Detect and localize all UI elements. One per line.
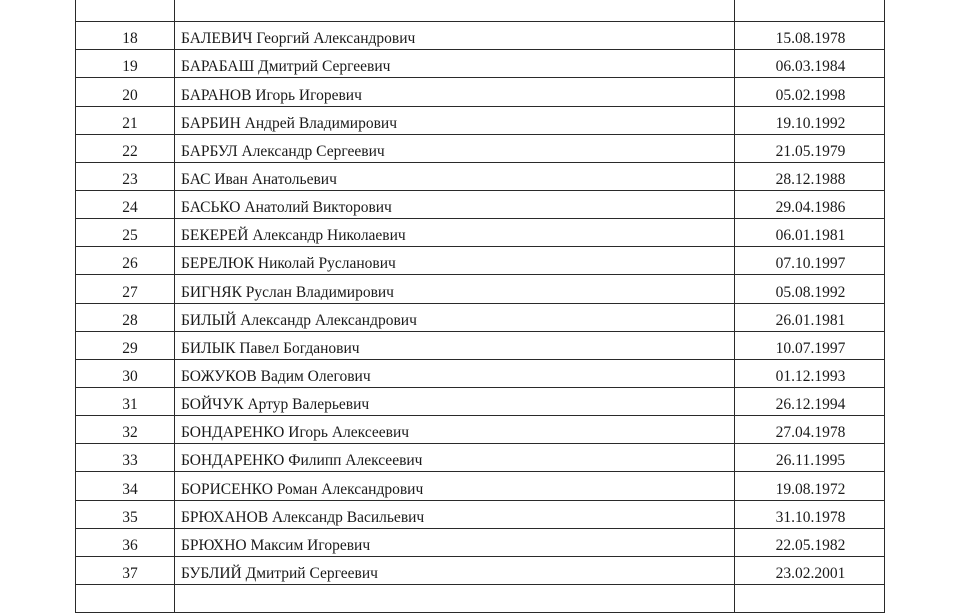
row-number-cell: 25 xyxy=(76,219,175,247)
birth-date-cell: 05.02.1998 xyxy=(735,78,885,106)
row-number-cell: 21 xyxy=(76,106,175,134)
roster-table-body xyxy=(76,0,885,613)
birth-date-cell: 31.10.1978 xyxy=(735,500,885,528)
table-row xyxy=(76,528,885,556)
roster-table xyxy=(75,0,885,613)
full-name-cell: БИГНЯК Руслан Владимирович xyxy=(175,275,735,303)
full-name-cell: БРЮХНО Максим Игоревич xyxy=(175,528,735,556)
full-name-cell: БИЛЫК Павел Богданович xyxy=(175,331,735,359)
birth-date-cell: 21.05.1979 xyxy=(735,134,885,162)
table-row xyxy=(76,0,885,22)
row-number-cell: 27 xyxy=(76,275,175,303)
table-row xyxy=(76,134,885,162)
full-name-cell: БАРАБАШ Дмитрий Сергеевич xyxy=(175,50,735,78)
full-name-cell xyxy=(175,0,735,22)
birth-date-cell: 22.05.1982 xyxy=(735,528,885,556)
birth-date-cell: 19.08.1972 xyxy=(735,472,885,500)
row-number-cell: 30 xyxy=(76,359,175,387)
row-number-cell: 18 xyxy=(76,22,175,50)
table-row xyxy=(76,106,885,134)
table-row xyxy=(76,444,885,472)
table-row xyxy=(76,472,885,500)
row-number-cell: 20 xyxy=(76,78,175,106)
birth-date-cell: 01.12.1993 xyxy=(735,359,885,387)
birth-date-cell: 06.03.1984 xyxy=(735,50,885,78)
row-number-cell: 22 xyxy=(76,134,175,162)
row-number-cell: 34 xyxy=(76,472,175,500)
full-name-cell: БАС Иван Анатольевич xyxy=(175,162,735,190)
table-row xyxy=(76,500,885,528)
table-row xyxy=(76,247,885,275)
table-row xyxy=(76,303,885,331)
full-name-cell: БЕРЕЛЮК Николай Русланович xyxy=(175,247,735,275)
row-number-cell: 31 xyxy=(76,387,175,415)
birth-date-cell: 15.08.1978 xyxy=(735,22,885,50)
birth-date-cell xyxy=(735,0,885,22)
row-number-cell: 32 xyxy=(76,416,175,444)
full-name-cell: БАСЬКО Анатолий Викторович xyxy=(175,190,735,218)
birth-date-cell: 10.07.1997 xyxy=(735,331,885,359)
full-name-cell: БУБЛИЙ Дмитрий Сергеевич xyxy=(175,556,735,584)
row-number-cell: 26 xyxy=(76,247,175,275)
table-row xyxy=(76,219,885,247)
row-number-cell: 24 xyxy=(76,190,175,218)
birth-date-cell: 26.01.1981 xyxy=(735,303,885,331)
full-name-cell: БОНДАРЕНКО Филипп Алексеевич xyxy=(175,444,735,472)
birth-date-cell: 07.10.1997 xyxy=(735,247,885,275)
birth-date-cell: 06.01.1981 xyxy=(735,219,885,247)
table-row xyxy=(76,387,885,415)
birth-date-cell: 26.11.1995 xyxy=(735,444,885,472)
table-row xyxy=(76,331,885,359)
birth-date-cell: 23.02.2001 xyxy=(735,556,885,584)
full-name-cell: БАРБУЛ Александр Сергеевич xyxy=(175,134,735,162)
full-name-cell: БОЙЧУК Артур Валерьевич xyxy=(175,387,735,415)
row-number-cell: 29 xyxy=(76,331,175,359)
full-name-cell: БИЛЫЙ Александр Александрович xyxy=(175,303,735,331)
full-name-cell: БОЖУКОВ Вадим Олегович xyxy=(175,359,735,387)
row-number-cell: 37 xyxy=(76,556,175,584)
full-name-cell: БОНДАРЕНКО Игорь Алексеевич xyxy=(175,416,735,444)
table-row xyxy=(76,78,885,106)
table-row xyxy=(76,162,885,190)
row-number-cell: 35 xyxy=(76,500,175,528)
row-number-cell xyxy=(76,584,175,612)
table-row xyxy=(76,190,885,218)
full-name-cell: БАЛЕВИЧ Георгий Александрович xyxy=(175,22,735,50)
table-row xyxy=(76,359,885,387)
full-name-cell: БАРАНОВ Игорь Игоревич xyxy=(175,78,735,106)
row-number-cell: 28 xyxy=(76,303,175,331)
birth-date-cell: 19.10.1992 xyxy=(735,106,885,134)
birth-date-cell: 29.04.1986 xyxy=(735,190,885,218)
table-row xyxy=(76,22,885,50)
row-number-cell: 36 xyxy=(76,528,175,556)
full-name-cell: БРЮХАНОВ Александр Васильевич xyxy=(175,500,735,528)
full-name-cell xyxy=(175,584,735,612)
table-row xyxy=(76,584,885,612)
table-row xyxy=(76,50,885,78)
row-number-cell: 33 xyxy=(76,444,175,472)
birth-date-cell: 05.08.1992 xyxy=(735,275,885,303)
full-name-cell: БЕКЕРЕЙ Александр Николаевич xyxy=(175,219,735,247)
table-row xyxy=(76,556,885,584)
birth-date-cell xyxy=(735,584,885,612)
row-number-cell: 19 xyxy=(76,50,175,78)
row-number-cell: 23 xyxy=(76,162,175,190)
birth-date-cell: 27.04.1978 xyxy=(735,416,885,444)
row-number-cell xyxy=(76,0,175,22)
birth-date-cell: 28.12.1988 xyxy=(735,162,885,190)
full-name-cell: БАРБИН Андрей Владимирович xyxy=(175,106,735,134)
full-name-cell: БОРИСЕНКО Роман Александрович xyxy=(175,472,735,500)
table-row xyxy=(76,275,885,303)
table-row xyxy=(76,416,885,444)
birth-date-cell: 26.12.1994 xyxy=(735,387,885,415)
